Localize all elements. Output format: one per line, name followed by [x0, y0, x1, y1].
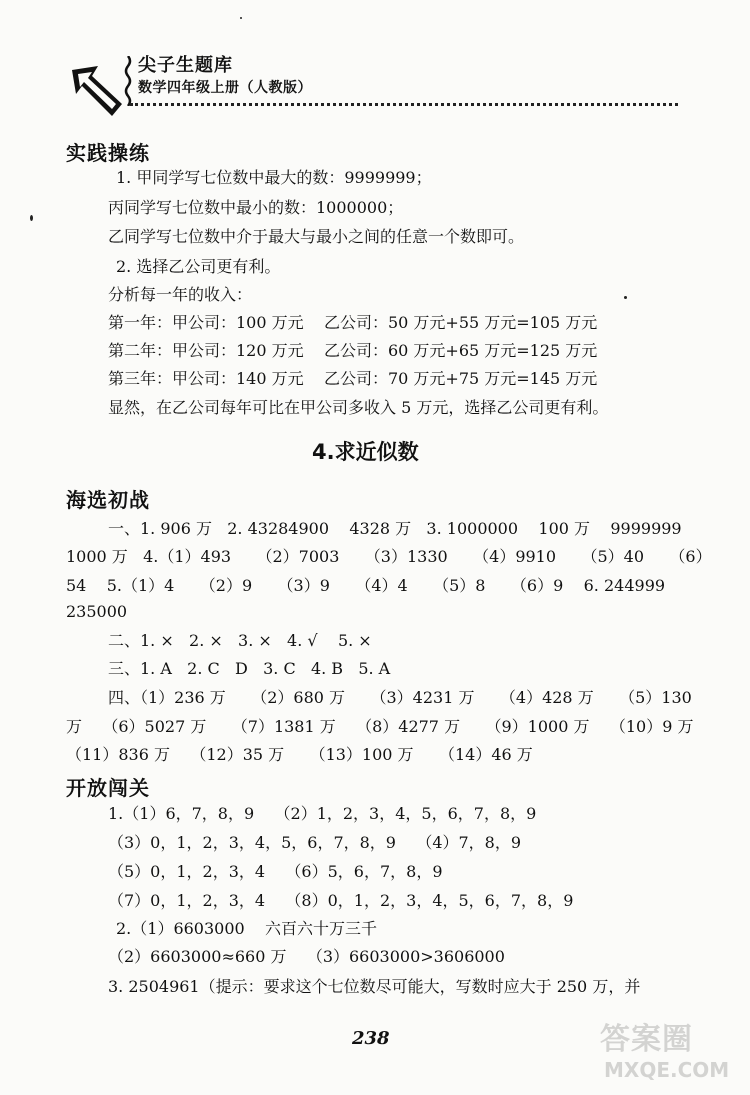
arrow-logo-icon: [68, 62, 124, 120]
answer-line: 54 5.（1）4 （2）9 （3）9 （4）4 （5）8 （6）9 6. 244999: [66, 576, 666, 595]
answer-line: 2. 选择乙公司更有利。: [116, 257, 281, 276]
answer-line: 丙同学写七位数中最小的数：1000000；: [108, 198, 404, 217]
answer-line: 1000 万 4.（1）493 （2）7003 （3）1330 （4）9910 （5）40 （6）: [66, 547, 712, 566]
answer-line: 235000: [66, 602, 128, 621]
header-wave-ornament: [124, 56, 132, 106]
answer-line: 第三年：甲公司：140 万元 乙公司：70 万元+75 万元=145 万元: [108, 369, 598, 388]
scan-speck: [240, 17, 242, 19]
answer-line: （11）836 万 （12）35 万 （13）100 万 （14）46 万: [66, 745, 533, 764]
watermark: [600, 1012, 730, 1084]
answer-line: （3）0，1，2，3，4，5，6，7，8，9 （4）7，8，9: [108, 833, 522, 852]
answer-line: 四、（1）236 万 （2）680 万 （3）4231 万 （4）428 万 （5）130: [108, 688, 692, 707]
section-haixuan-heading: 海选初战: [66, 488, 150, 512]
answer-line: （7）0，1，2，3，4 （8）0，1，2，3，4，5，6，7，8，9: [108, 891, 574, 910]
section-kaifang-heading: 开放闯关: [66, 776, 150, 800]
answer-line: 三、1. A 2. C D 3. C 4. B 5. A: [108, 659, 391, 678]
answer-line: 分析每一年的收入：: [108, 285, 253, 304]
answer-line: 万 （6）5027 万 （7）1381 万 （8）4277 万 （9）1000 万 （10）9 万: [66, 717, 694, 736]
scan-speck: [30, 215, 33, 221]
answer-line: 1. 甲同学写七位数中最大的数：9999999；: [116, 168, 432, 187]
watermark-url: MXQE.COM: [604, 1058, 730, 1082]
header-divider: [130, 103, 678, 106]
book-title: 尖子生题库: [138, 55, 233, 76]
scan-speck: [624, 296, 627, 299]
answer-line: （5）0，1，2，3，4 （6）5，6，7，8，9: [108, 862, 443, 881]
answer-line: 3. 2504961（提示：要求这个七位数尽可能大，写数时应大于 250 万，并: [108, 977, 641, 996]
answer-line: 一、1. 906 万 2. 43284900 4328 万 3. 1000000 100 万 9999999: [108, 519, 682, 538]
answer-line: 二、1. × 2. × 3. × 4. √ 5. ×: [108, 631, 372, 650]
section-practice-heading: 实践操练: [66, 141, 150, 165]
answer-line: 第一年：甲公司：100 万元 乙公司：50 万元+55 万元=105 万元: [108, 313, 598, 332]
chapter-heading: 4.求近似数: [312, 440, 419, 464]
answer-line: 显然，在乙公司每年可比在甲公司多收入 5 万元，选择乙公司更有利。: [108, 398, 609, 417]
page-number: 238: [352, 1028, 390, 1049]
answer-line: 第二年：甲公司：120 万元 乙公司：60 万元+65 万元=125 万元: [108, 341, 598, 360]
book-subtitle: 数学四年级上册（人教版）: [138, 80, 312, 96]
answer-line: 1.（1）6，7，8，9 （2）1，2，3，4，5，6，7，8，9: [108, 804, 537, 823]
answer-line: 乙同学写七位数中介于最大与最小之间的任意一个数即可。: [108, 227, 525, 246]
watermark-logo-text: 答案圈: [600, 1022, 693, 1057]
answer-line: （2）6603000≈660 万 （3）6603000>3606000: [108, 947, 505, 966]
answer-line: 2.（1）6603000 六百六十万三千: [116, 919, 378, 938]
